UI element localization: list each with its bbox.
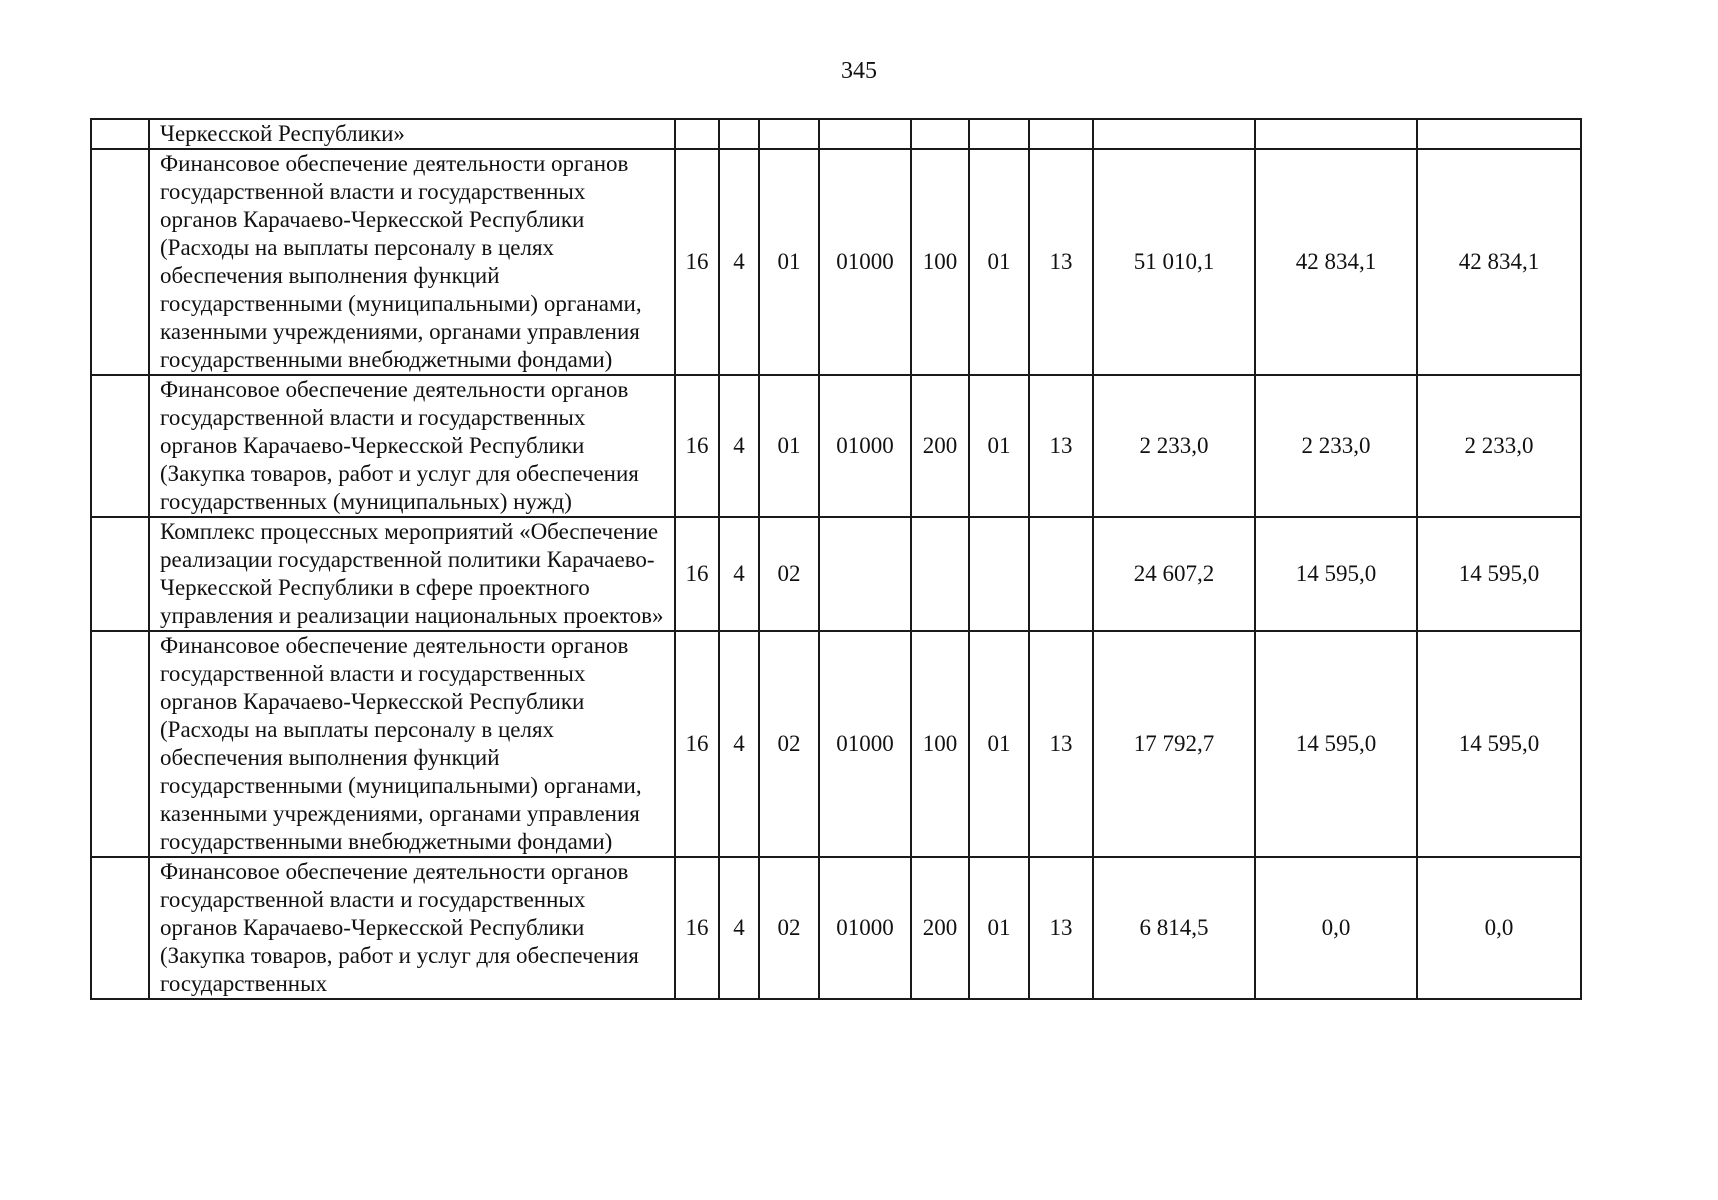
- row-description-cell: Комплекс процессных мероприятий «Обеспечение реализации государственной политики Карачаево-Черкесской Республики в сфере проектного управления и реализации национальных проектов»: [149, 517, 675, 631]
- code-cell-5: [911, 119, 969, 149]
- table-row: [91, 119, 1581, 149]
- code-cell-6: [969, 517, 1029, 631]
- row-description-cell: Финансовое обеспечение деятельности органов государственной власти и государственных органов Карачаево-Черкесской Республики (Закупка товаров, работ и услуг для обеспечения государственных (муниципальных) нужд): [149, 375, 675, 517]
- row-index-cell: [91, 149, 149, 375]
- code-cell-7: 13: [1029, 857, 1093, 999]
- row-index-cell: [91, 517, 149, 631]
- code-cell-6: 01: [969, 149, 1029, 375]
- code-cell-4: [819, 517, 911, 631]
- code-cell-3: 02: [759, 517, 819, 631]
- row-index-cell: [91, 857, 149, 999]
- amount-cell-1: 51 010,1: [1093, 149, 1255, 375]
- code-cell-6: [969, 119, 1029, 149]
- amount-cell-2: [1255, 119, 1417, 149]
- code-cell-3: 02: [759, 857, 819, 999]
- row-index-cell: [91, 631, 149, 857]
- amount-cell-2: 2 233,0: [1255, 375, 1417, 517]
- code-cell-1: 16: [675, 375, 719, 517]
- code-cell-4: 01000: [819, 857, 911, 999]
- amount-cell-3: 2 233,0: [1417, 375, 1581, 517]
- code-cell-6: 01: [969, 857, 1029, 999]
- amount-cell-2: 14 595,0: [1255, 631, 1417, 857]
- code-cell-1: 16: [675, 631, 719, 857]
- code-cell-1: 16: [675, 149, 719, 375]
- code-cell-7: 13: [1029, 149, 1093, 375]
- code-cell-4: [819, 119, 911, 149]
- table-row: [91, 857, 1581, 999]
- row-description-cell: Финансовое обеспечение деятельности органов государственной власти и государственных органов Карачаево-Черкесской Республики (Закупка товаров, работ и услуг для обеспечения государственных: [149, 857, 675, 999]
- code-cell-2: 4: [719, 149, 759, 375]
- amount-cell-3: 14 595,0: [1417, 631, 1581, 857]
- code-cell-3: 01: [759, 149, 819, 375]
- code-cell-7: 13: [1029, 375, 1093, 517]
- code-cell-2: 4: [719, 631, 759, 857]
- code-cell-2: 4: [719, 375, 759, 517]
- code-cell-1: 16: [675, 857, 719, 999]
- code-cell-5: [911, 517, 969, 631]
- amount-cell-1: [1093, 119, 1255, 149]
- row-description-cell: Черкесской Республики»: [149, 119, 675, 149]
- amount-cell-1: 24 607,2: [1093, 517, 1255, 631]
- row-description-cell: Финансовое обеспечение деятельности органов государственной власти и государственных органов Карачаево-Черкесской Республики (Расходы на выплаты персоналу в целях обеспечения выполнения функций государственными (муниципальными) органами, казенными учреждениями, органами управления государственными внебюджетными фондами): [149, 631, 675, 857]
- code-cell-2: 4: [719, 857, 759, 999]
- code-cell-6: 01: [969, 375, 1029, 517]
- amount-cell-2: 0,0: [1255, 857, 1417, 999]
- table-body: [91, 119, 1581, 999]
- code-cell-2: [719, 119, 759, 149]
- code-cell-2: 4: [719, 517, 759, 631]
- table-row: [91, 375, 1581, 517]
- page-number: 345: [841, 58, 877, 84]
- code-cell-5: 200: [911, 857, 969, 999]
- budget-table: [90, 118, 1582, 1000]
- code-cell-3: 01: [759, 375, 819, 517]
- code-cell-4: 01000: [819, 631, 911, 857]
- amount-cell-1: 6 814,5: [1093, 857, 1255, 999]
- amount-cell-3: 42 834,1: [1417, 149, 1581, 375]
- code-cell-4: 01000: [819, 149, 911, 375]
- amount-cell-2: 14 595,0: [1255, 517, 1417, 631]
- amount-cell-3: [1417, 119, 1581, 149]
- code-cell-4: 01000: [819, 375, 911, 517]
- amount-cell-1: 2 233,0: [1093, 375, 1255, 517]
- table-row: [91, 517, 1581, 631]
- code-cell-7: [1029, 119, 1093, 149]
- code-cell-5: 100: [911, 631, 969, 857]
- code-cell-5: 200: [911, 375, 969, 517]
- code-cell-1: [675, 119, 719, 149]
- code-cell-7: [1029, 517, 1093, 631]
- row-index-cell: [91, 375, 149, 517]
- table-row: [91, 149, 1581, 375]
- table-row: [91, 631, 1581, 857]
- amount-cell-3: 0,0: [1417, 857, 1581, 999]
- code-cell-5: 100: [911, 149, 969, 375]
- amount-cell-1: 17 792,7: [1093, 631, 1255, 857]
- code-cell-3: 02: [759, 631, 819, 857]
- code-cell-3: [759, 119, 819, 149]
- amount-cell-2: 42 834,1: [1255, 149, 1417, 375]
- row-index-cell: [91, 119, 149, 149]
- row-description-cell: Финансовое обеспечение деятельности органов государственной власти и государственных органов Карачаево-Черкесской Республики (Расходы на выплаты персоналу в целях обеспечения выполнения функций государственными (муниципальными) органами, казенными учреждениями, органами управления государственными внебюджетными фондами): [149, 149, 675, 375]
- code-cell-7: 13: [1029, 631, 1093, 857]
- code-cell-1: 16: [675, 517, 719, 631]
- amount-cell-3: 14 595,0: [1417, 517, 1581, 631]
- code-cell-6: 01: [969, 631, 1029, 857]
